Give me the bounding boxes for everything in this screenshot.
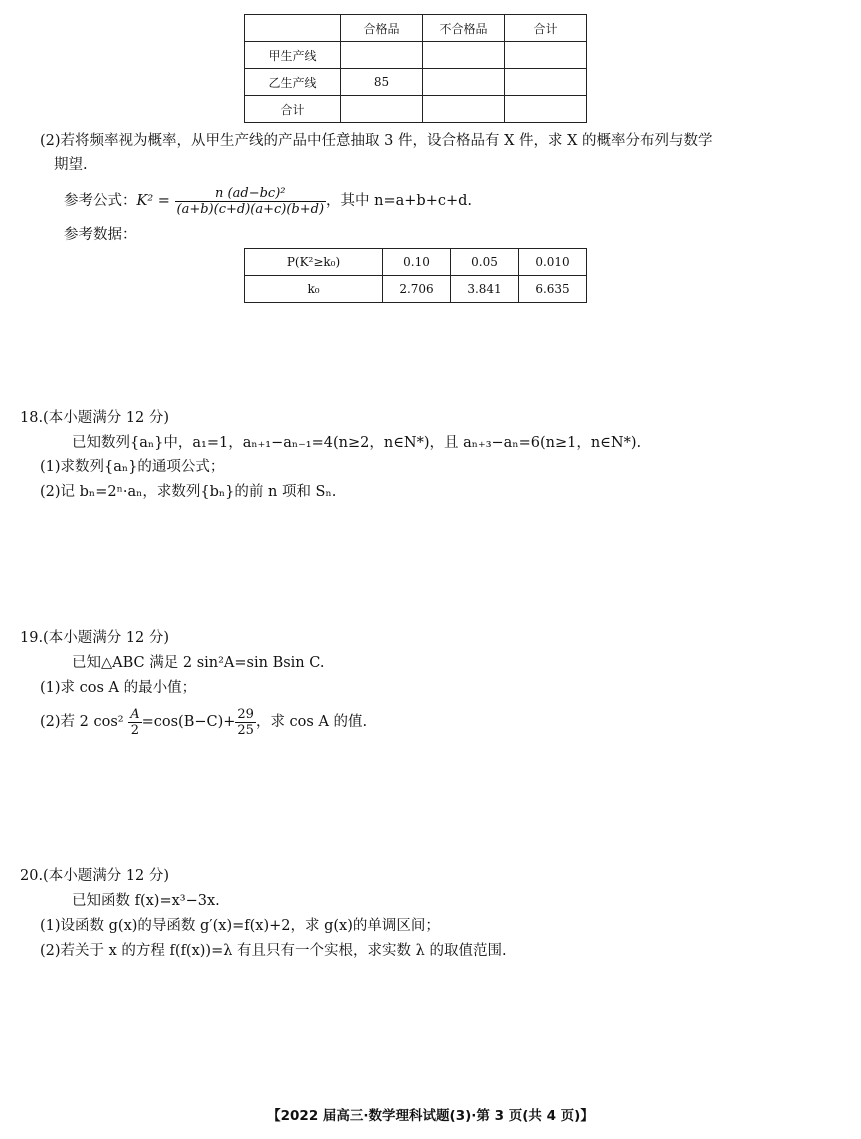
table-cell bbox=[423, 42, 505, 69]
q19-part2 bbox=[40, 704, 367, 740]
table-cell bbox=[423, 96, 505, 123]
q19-part1: (1)求 cos A 的最小值； bbox=[40, 680, 197, 696]
formula-fraction bbox=[175, 186, 327, 217]
formula-denominator: (a+b)(c+d)(a+c)(b+d) bbox=[176, 201, 325, 217]
formula-lhs: K² = bbox=[136, 193, 170, 209]
table-cell: 乙生产线 bbox=[245, 69, 341, 96]
table-cell: 合计 bbox=[505, 15, 587, 42]
table-cell: 0.05 bbox=[451, 249, 519, 276]
reference-data-label: 参考数据： bbox=[64, 227, 137, 243]
table-row bbox=[245, 69, 587, 96]
table-cell: 6.635 bbox=[519, 276, 587, 303]
q20-stem: 已知函数 f(x)=x³−3x. bbox=[72, 893, 220, 909]
table-row bbox=[245, 15, 587, 42]
q17-part2-line2: 期望. bbox=[54, 157, 88, 173]
q19-part2-pre: (2)若 2 cos² bbox=[40, 714, 124, 730]
table-cell bbox=[341, 96, 423, 123]
table-cell bbox=[245, 15, 341, 42]
fraction-numerator: A bbox=[130, 706, 140, 722]
q17-part2-line1: (2)若将频率视为概率，从甲生产线的产品中任意抽取 3 件，设合格品有 X 件，求 X 的概率分布列与数学 bbox=[40, 133, 713, 149]
fraction-denominator: 2 bbox=[130, 722, 140, 738]
q18-part1: (1)求数列{aₙ}的通项公式； bbox=[40, 459, 225, 475]
q19-header: 19.(本小题满分 12 分) bbox=[20, 630, 170, 646]
q19-stem: 已知△ABC 满足 2 sin²A=sin Bsin C. bbox=[72, 655, 325, 671]
q19-part2-mid: =cos(B−C)+ bbox=[141, 714, 236, 730]
table-cell: 3.841 bbox=[451, 276, 519, 303]
table-cell: 甲生产线 bbox=[245, 42, 341, 69]
table-cell bbox=[505, 96, 587, 123]
half-angle-fraction bbox=[128, 707, 141, 738]
q18-stem: 已知数列{aₙ}中，a₁=1，aₙ₊₁−aₙ₋₁=4(n≥2，n∈N*)，且 aₙ₊₃−aₙ=6(n≥1，n∈N*). bbox=[72, 435, 642, 451]
q18-part2: (2)记 bₙ=2ⁿ·aₙ，求数列{bₙ}的前 n 项和 Sₙ. bbox=[40, 484, 337, 500]
table-cell: 85 bbox=[341, 69, 423, 96]
contingency-table bbox=[244, 14, 587, 123]
table-cell: k₀ bbox=[245, 276, 383, 303]
table-cell bbox=[505, 69, 587, 96]
q18-header: 18.(本小题满分 12 分) bbox=[20, 410, 170, 426]
q20-header: 20.(本小题满分 12 分) bbox=[20, 868, 170, 884]
table-cell bbox=[423, 69, 505, 96]
q19-part2-post: ，求 cos A 的值. bbox=[255, 714, 368, 730]
formula-label: 参考公式： bbox=[64, 193, 137, 209]
constant-fraction bbox=[235, 707, 256, 738]
table-cell: 不合格品 bbox=[423, 15, 505, 42]
table-row bbox=[245, 276, 587, 303]
fraction-numerator: 29 bbox=[237, 706, 254, 722]
reference-formula bbox=[64, 184, 472, 218]
table-row bbox=[245, 42, 587, 69]
table-cell: 0.010 bbox=[519, 249, 587, 276]
formula-numerator: n (ad−bc)² bbox=[175, 186, 327, 202]
page-footer: 【2022 届高三·数学理科试题(3)·第 3 页(共 4 页)】 bbox=[267, 1108, 594, 1124]
table-cell: 合格品 bbox=[341, 15, 423, 42]
table-cell: P(K²≥k₀) bbox=[245, 249, 383, 276]
q20-part2: (2)若关于 x 的方程 f(f(x))=λ 有且只有一个实根，求实数 λ 的取值范围. bbox=[40, 943, 507, 959]
q20-part1: (1)设函数 g(x)的导函数 g′(x)=f(x)+2，求 g(x)的单调区间； bbox=[40, 918, 440, 934]
table-cell: 0.10 bbox=[383, 249, 451, 276]
critical-value-table bbox=[244, 248, 587, 303]
formula-tail: ，其中 n=a+b+c+d. bbox=[326, 193, 472, 209]
table-cell bbox=[341, 42, 423, 69]
table-cell bbox=[505, 42, 587, 69]
table-row bbox=[245, 249, 587, 276]
table-row bbox=[245, 96, 587, 123]
table-cell: 合计 bbox=[245, 96, 341, 123]
fraction-denominator: 25 bbox=[237, 722, 254, 738]
table-cell: 2.706 bbox=[383, 276, 451, 303]
